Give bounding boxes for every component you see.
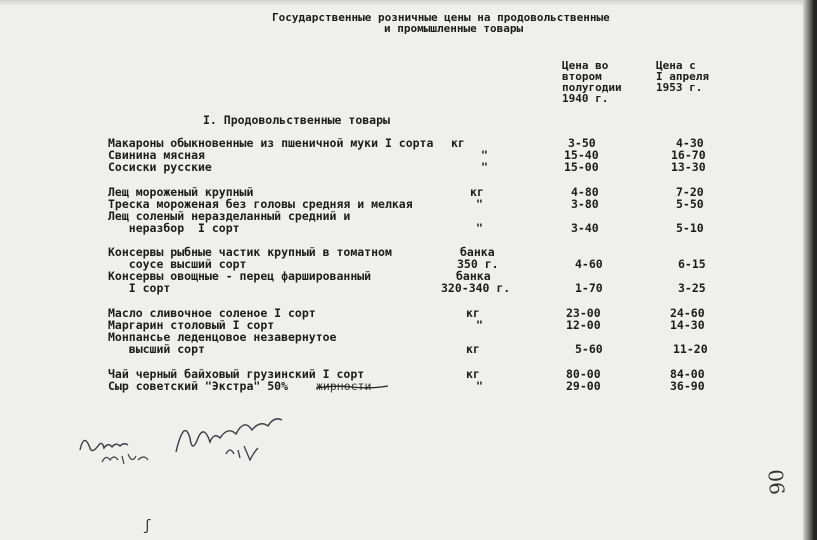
row-name: Сосиски русские (108, 160, 212, 174)
row-prev-price: 23-00 (566, 306, 601, 320)
scan-edge-top (0, 0, 817, 6)
section-heading: I. Продовольственные товары (203, 113, 390, 127)
row-prev-price: 3-50 (568, 136, 596, 150)
row-new-price: 7-20 (676, 185, 704, 199)
row-unit: " (476, 318, 483, 332)
col-prev-header-3: полугодии (562, 81, 622, 94)
col-new-header-2: I апреля (656, 70, 709, 83)
row-unit: " (476, 197, 483, 211)
row-unit: кг (470, 185, 484, 199)
row-new-price: 6-15 (678, 257, 706, 271)
row-prev-price: 3-80 (571, 197, 599, 211)
row-name: Чай черный байховый грузинский I сорт (108, 367, 365, 381)
row-new-price: 24-60 (670, 306, 705, 320)
row-prev-price: 4-60 (575, 257, 603, 271)
row-name: Консервы овощные - перец фаршированный (108, 269, 372, 283)
row-name: Маргарин столовый I сорт (108, 318, 275, 332)
col-new-header-1: Цена с (656, 59, 696, 72)
row-unit: " (476, 221, 483, 235)
col-prev-header-4: 1940 г. (562, 92, 609, 105)
scan-edge-right (803, 0, 817, 540)
row-unit: 320-340 г. (441, 281, 511, 295)
row-prev-price: 12-00 (566, 318, 601, 332)
col-prev-header-1: Цена во (562, 59, 609, 72)
row-name: Свинина мясная (108, 148, 205, 162)
row-name: неразбор I сорт (108, 221, 240, 235)
col-prev-header-2: втором (562, 70, 602, 83)
row-name: высший сорт (108, 342, 205, 356)
title-line-2: и промышленные товары (384, 22, 524, 35)
row-unit: " (476, 379, 483, 393)
row-prev-price: 4-80 (571, 185, 599, 199)
row-prev-price: 1-70 (575, 281, 603, 295)
row-new-price: 36-90 (670, 379, 705, 393)
row-unit: кг (466, 367, 480, 381)
row-unit: кг (466, 342, 480, 356)
row-prev-price: 80-00 (566, 367, 601, 381)
struck-word: жирности (316, 379, 372, 393)
row-name: Лещ мороженый крупный (108, 185, 254, 199)
scan-mark: ʃ (143, 518, 152, 534)
row-new-price: 5-50 (676, 197, 704, 211)
row-new-price: 14-30 (670, 318, 705, 332)
row-name: соусе высший сорт (108, 257, 247, 271)
row-unit: банка (456, 269, 491, 283)
row-new-price: 84-00 (670, 367, 705, 381)
row-prev-price: 3-40 (571, 221, 599, 235)
row-new-price: 5-10 (676, 221, 704, 235)
row-name: Масло сливочное соленое I сорт (108, 306, 316, 320)
row-new-price: 11-20 (673, 342, 708, 356)
signature-right (170, 408, 290, 464)
row-name: I сорт (108, 281, 171, 295)
row-name: Сыр советский "Экстра" 50% (108, 379, 289, 393)
row-name: Лещ соленый неразделанный средний и (108, 209, 351, 223)
row-name: Консервы рыбные частик крупный в томатном (108, 245, 392, 259)
row-name: Монпансье леденцовое незавернутое (108, 330, 337, 344)
signature-left (74, 420, 154, 470)
row-name: Треска мороженая без головы средняя и мелкая (108, 197, 413, 211)
row-unit: 350 г. (457, 257, 499, 271)
page-number: 90 (763, 468, 790, 496)
col-new-header-3: 1953 г. (656, 81, 703, 94)
row-new-price: 4-30 (676, 136, 704, 150)
row-prev-price: 15-00 (564, 160, 599, 174)
row-new-price: 16-70 (671, 148, 706, 162)
row-unit: кг (466, 306, 480, 320)
row-unit: " (481, 148, 488, 162)
row-prev-price: 5-60 (575, 342, 603, 356)
row-unit: " (481, 160, 488, 174)
strike-line (316, 381, 388, 393)
row-new-price: 3-25 (678, 281, 706, 295)
row-prev-price: 29-00 (566, 379, 601, 393)
row-unit: кг (451, 136, 465, 150)
row-name: Макароны обыкновенные из пшеничной муки I сорта (108, 136, 434, 150)
row-prev-price: 15-40 (564, 148, 599, 162)
title-line-1: Государственные розничные цены на продовольственные (272, 11, 610, 24)
row-unit: банка (460, 245, 495, 259)
row-new-price: 13-30 (671, 160, 706, 174)
